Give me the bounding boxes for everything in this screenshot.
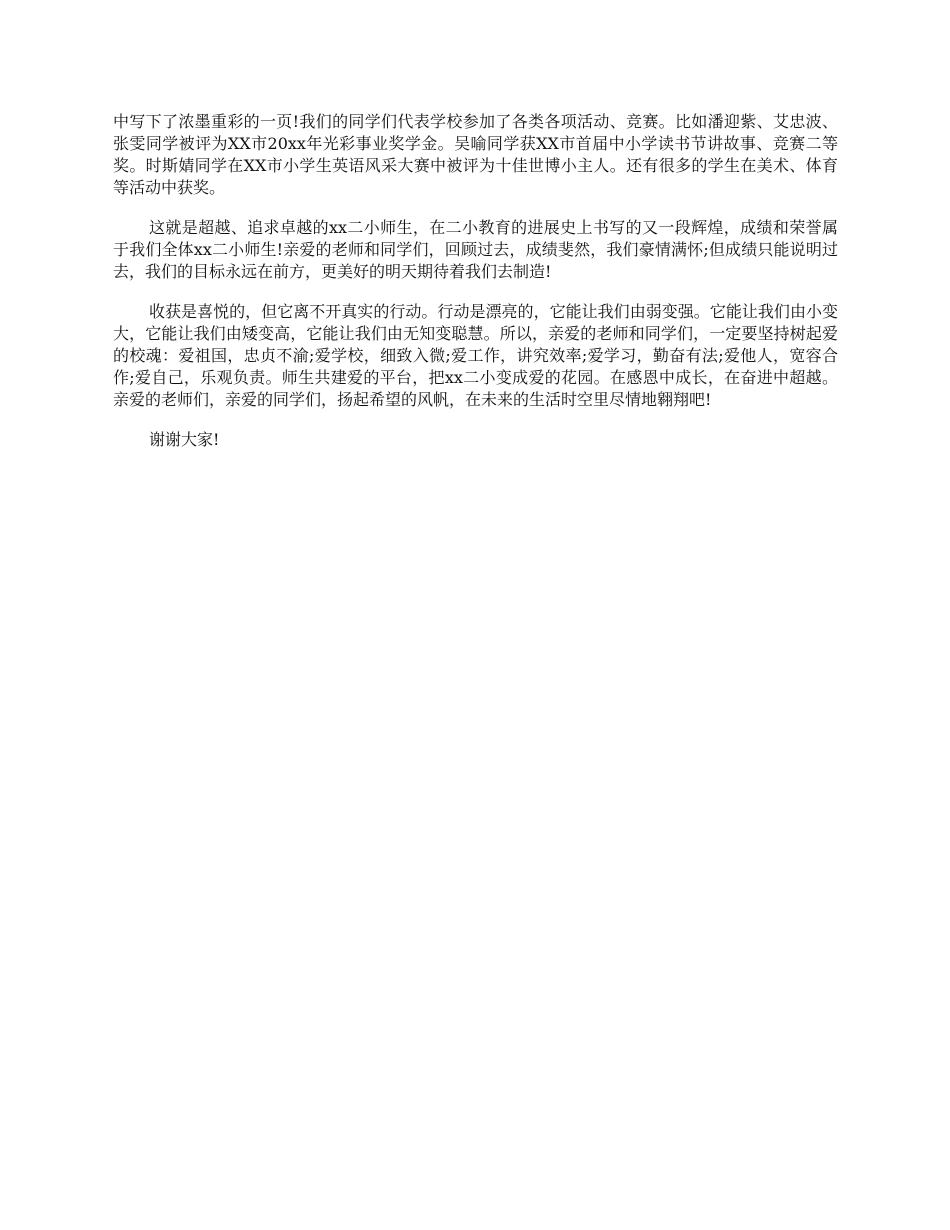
paragraph-2: 这就是超越、追求卓越的xx二小师生，在二小教育的进展史上书写的又一段辉煌，成绩和荣誉属于我们全体xx二小师生!亲爱的老师和同学们，回顾过去，成绩斐然，我们豪情满怀;但成绩只能说明过去，我们的目标永远在前方，更美好的明天期待着我们去制造!	[113, 218, 838, 281]
paragraph-3: 收获是喜悦的，但它离不开真实的行动。行动是漂亮的，它能让我们由弱变强。它能让我们由小变大，它能让我们由矮变高，它能让我们由无知变聪慧。所以，亲爱的老师和同学们，一定要坚持树起爱的校魂：爱祖国，忠贞不渝;爱学校，细致入微;爱工作，讲究效率;爱学习，勤奋有法;爱他人，宽容合作;爱自己，乐观负责。师生共建爱的平台，把xx二小变成爱的花园。在感恩中成长，在奋进中超越。亲爱的老师们，亲爱的同学们，扬起希望的风帆，在未来的生活时空里尽情地翱翔吧!	[113, 302, 838, 409]
document-body	[113, 111, 838, 469]
paragraph-1: 中写下了浓墨重彩的一页!我们的同学们代表学校参加了各类各项活动、竞赛。比如潘迎紫、艾忠波、张雯同学被评为XX市20xx年光彩事业奖学金。吴喻同学获XX市首届中小学读书节讲故事、竞赛二等奖。时斯婧同学在XX市小学生英语风采大赛中被评为十佳世博小主人。还有很多的学生在美术、体育等活动中获奖。	[113, 112, 838, 197]
paragraph-4: 谢谢大家!	[149, 430, 220, 449]
